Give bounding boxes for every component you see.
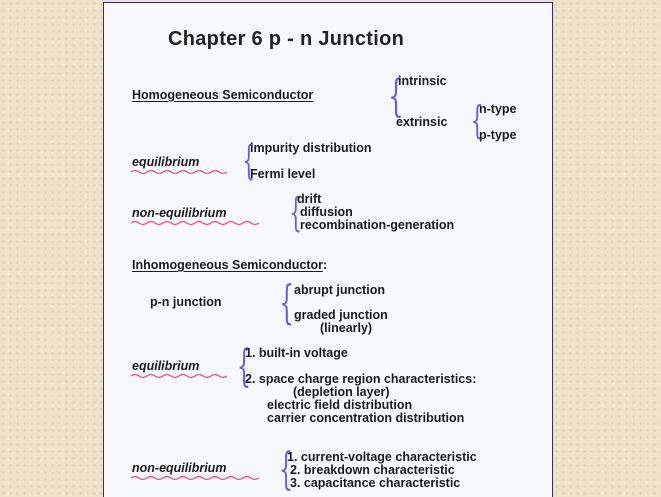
brace-icon: { — [237, 341, 251, 392]
brace-icon: { — [470, 98, 484, 142]
inhomogeneous-heading — [132, 259, 327, 272]
non-equilibrium-item: drift — [297, 192, 322, 206]
homogeneous-heading: Homogeneous Semiconductor — [132, 88, 314, 102]
pn-junction-item: graded junction — [294, 308, 388, 322]
brace-icon: { — [242, 138, 256, 184]
equilibrium-label: equilibrium — [132, 155, 200, 169]
pn-junction-item: (linearly) — [320, 321, 373, 335]
brace-icon: { — [279, 275, 294, 329]
non-equilibrium-item: recombination-generation — [300, 218, 455, 232]
brace-icon: { — [289, 190, 303, 236]
squiggle-underline — [131, 220, 263, 226]
brace-icon: { — [388, 71, 404, 122]
non-equilibrium-item: 2. breakdown characteristic — [290, 463, 455, 477]
equilibrium-item: Fermi level — [250, 167, 316, 181]
brace-icon: { — [279, 444, 293, 495]
non-equilibrium-label: non-equilibrium — [132, 461, 227, 475]
equilibrium-item: impurity distribution — [250, 141, 372, 155]
n-type-label: n-type — [479, 102, 517, 116]
pn-junction-item: abrupt junction — [294, 283, 385, 297]
intrinsic-label: intrinsic — [398, 74, 447, 88]
inhomogeneous-heading-text: Inhomogeneous Semiconductor — [132, 258, 323, 272]
non-equilibrium-item: 1. current-voltage characteristic — [287, 450, 477, 464]
equilibrium-item: carrier concentration distribution — [267, 411, 465, 425]
pn-junction-label: p-n junction — [150, 295, 222, 309]
non-equilibrium-item: diffusion — [300, 205, 353, 219]
equilibrium-item: 2. space charge region characteristics: — [245, 372, 477, 386]
squiggle-underline — [131, 169, 227, 175]
equilibrium-item: 1. built-in voltage — [245, 346, 348, 360]
squiggle-underline — [131, 475, 263, 481]
inhomogeneous-heading-colon: : — [323, 258, 328, 272]
squiggle-underline — [131, 373, 227, 379]
equilibrium-item: (depletion layer) — [293, 385, 390, 399]
p-type-label: p-type — [479, 128, 517, 142]
non-equilibrium-item: 3. capacitance characteristic — [290, 476, 461, 490]
page-title: Chapter 6 p - n Junction — [168, 28, 405, 50]
non-equilibrium-label: non-equilibrium — [132, 206, 227, 220]
extrinsic-label: extrinsic — [396, 115, 448, 129]
equilibrium-label: equilibrium — [132, 359, 200, 373]
document-page — [103, 2, 553, 497]
equilibrium-item: electric field distribution — [267, 398, 413, 412]
